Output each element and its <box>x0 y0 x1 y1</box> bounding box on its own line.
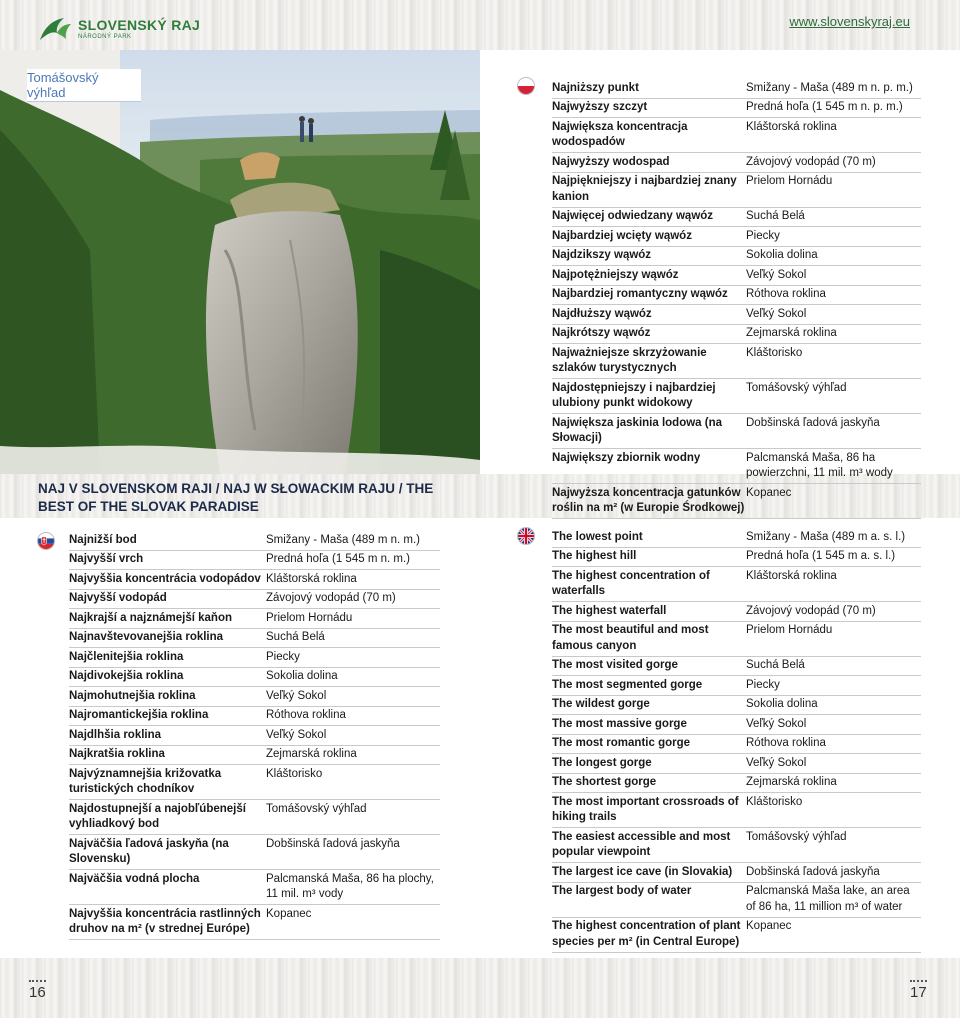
location-value: Dobšinská ľadová jaskyňa <box>746 416 880 429</box>
location-value: Piecky <box>266 650 300 663</box>
superlative-label: Najromantickejšia roklina <box>69 709 209 721</box>
table-row <box>552 173 921 208</box>
table-row <box>69 531 440 551</box>
location-value: Smižany - Maša (489 m a. s. l.) <box>746 530 906 543</box>
logo-subtitle: NÁRODNÝ PARK <box>78 33 132 40</box>
table-row <box>69 590 440 610</box>
location-value: Piecky <box>746 678 780 691</box>
superlative-label: The most beautiful and most famous canyon <box>552 624 709 652</box>
superlative-label: Najpiękniejszy i najbardziej znany kanion <box>552 175 737 203</box>
location-value: Zejmarská roklina <box>266 748 357 760</box>
page-number-left: 16 <box>29 980 46 1001</box>
page-number-right: 17 <box>910 980 927 1001</box>
table-row <box>552 657 921 677</box>
location-value: Tomášovský výhľad <box>266 802 367 815</box>
location-value: Veľký Sokol <box>266 689 327 702</box>
table-row <box>552 528 921 548</box>
location-value: Kláštorská roklina <box>266 572 357 585</box>
location-value: Kláštorisko <box>746 795 803 808</box>
photo-caption: Tomášovský výhľad <box>27 69 141 102</box>
superlative-label: The highest concentration of waterfalls <box>552 569 710 597</box>
superlative-label: The highest concentration of plant species per m² (in Central Europe) <box>552 920 741 948</box>
table-row <box>552 99 921 119</box>
superlative-label: The shortest gorge <box>552 776 657 788</box>
superlative-label: Największy zbiornik wodny <box>552 451 701 464</box>
location-value: Suchá Belá <box>746 659 805 671</box>
website-link[interactable]: www.slovenskyraj.eu <box>789 14 910 29</box>
superlative-label: Najpotężniejszy wąwóz <box>552 268 679 281</box>
superlative-label: Największa jaskinia lodowa (na Słowacji) <box>552 416 723 444</box>
location-value: Kopanec <box>266 907 312 920</box>
location-value: Závojový vodopád (70 m) <box>746 155 876 168</box>
flag-poland-icon <box>518 78 534 94</box>
superlative-label: The longest gorge <box>552 756 652 769</box>
table-row <box>552 118 921 153</box>
table-row <box>552 379 921 414</box>
superlative-label: Najbardziej romantyczny wąwóz <box>552 288 728 300</box>
superlative-label: The most important crossroads of hiking trails <box>552 795 739 823</box>
superlative-label: Najdostępniejszy i najbardziej ulubiony punkt widokowy <box>552 381 716 409</box>
table-row <box>552 715 921 735</box>
location-value: Sokolia dolina <box>746 698 818 710</box>
superlative-label: The largest ice cave (in Slovakia) <box>552 865 733 878</box>
table-row <box>69 765 440 800</box>
table-english <box>552 528 921 953</box>
page-heading: NAJ V SLOVENSKOM RAJI / NAJ W SŁOWACKIM RAJU / THE BEST OF THE SLOVAK PARADISE <box>38 481 434 514</box>
table-row <box>552 344 921 379</box>
table-row <box>69 870 440 905</box>
location-value: Kláštorisko <box>746 346 803 359</box>
table-row <box>69 570 440 590</box>
location-value: Zejmarská roklina <box>746 327 837 339</box>
location-value: Predná hoľa (1 545 m n. m.) <box>266 553 410 565</box>
superlative-label: Najväčšia ľadová jaskyňa (na Slovensku) <box>69 837 229 865</box>
table-row <box>69 726 440 746</box>
table-row <box>69 800 440 835</box>
superlative-label: Najväčšia vodná plocha <box>69 872 200 885</box>
location-value: Kláštorisko <box>266 767 323 780</box>
table-polish <box>552 79 921 519</box>
superlative-label: Najvyšší vodopád <box>69 592 167 604</box>
table-row <box>69 629 440 649</box>
table-slovak <box>69 531 440 940</box>
table-row <box>552 696 921 716</box>
superlative-label: Najniższy punkt <box>552 81 639 94</box>
flag-uk-icon <box>518 528 534 544</box>
superlative-label: Najvyšší vrch <box>69 553 144 565</box>
location-value: Sokolia dolina <box>266 670 338 682</box>
location-value: Smižany - Maša (489 m n. p. m.) <box>746 81 913 94</box>
superlative-label: Najvýznamnejšia križovatka turistických chodníkov <box>69 767 222 795</box>
table-row <box>552 548 921 568</box>
table-row <box>552 754 921 774</box>
superlative-label: Najwyższy szczyt <box>552 101 648 113</box>
location-value: Róthova roklina <box>746 737 826 749</box>
superlative-label: The lowest point <box>552 530 643 543</box>
superlative-label: The easiest accessible and most popular viewpoint <box>552 830 731 858</box>
table-row <box>552 735 921 755</box>
location-value: Dobšinská ľadová jaskyňa <box>746 865 880 878</box>
location-value: Kláštorská roklina <box>746 569 837 582</box>
table-row <box>552 449 921 484</box>
superlative-label: Najdlhšia roklina <box>69 728 162 741</box>
table-row <box>552 266 921 286</box>
location-value: Palcmanská Maša lake, an area of 86 ha, 11 million m³ of water <box>746 885 910 913</box>
table-row <box>69 609 440 629</box>
table-row <box>552 247 921 267</box>
location-value: Palcmanská Maša, 86 ha plochy, 11 mil. m³ vody <box>266 872 434 900</box>
superlative-label: Najnavštevovanejšia roklina <box>69 631 224 643</box>
bottom-wood-banner <box>0 958 960 1018</box>
location-value: Zejmarská roklina <box>746 776 837 788</box>
table-row <box>69 687 440 707</box>
superlative-label: Najkratšia roklina <box>69 748 165 760</box>
superlative-label: Najvyššia koncentrácia vodopádov <box>69 572 261 585</box>
location-value: Predná hoľa (1 545 m n. p. m.) <box>746 101 903 113</box>
table-row <box>552 918 921 953</box>
table-row <box>552 676 921 696</box>
location-value: Kopanec <box>746 486 792 499</box>
location-value: Smižany - Maša (489 m n. m.) <box>266 533 421 546</box>
location-value: Závojový vodopád (70 m) <box>746 604 876 617</box>
location-value: Prielom Hornádu <box>746 175 833 187</box>
table-row <box>69 707 440 727</box>
superlative-label: Największa koncentracja wodospadów <box>552 120 688 148</box>
superlative-label: Najdostupnejší a najobľúbenejší vyhliadkový bod <box>69 802 246 830</box>
superlative-label: Najwyższa koncentracja gatunków roślin na m² (w Europie Środkowej) <box>552 486 745 514</box>
superlative-label: The most massive gorge <box>552 717 687 730</box>
table-row <box>69 835 440 870</box>
location-value: Prielom Hornádu <box>746 624 833 636</box>
superlative-label: Najnižší bod <box>69 533 137 546</box>
location-value: Tomášovský výhľad <box>746 381 847 394</box>
superlative-label: Najwyższy wodospad <box>552 155 670 168</box>
location-value: Veľký Sokol <box>746 268 807 281</box>
table-row <box>69 746 440 766</box>
superlative-label: The highest waterfall <box>552 604 667 617</box>
location-value: Sokolia dolina <box>746 249 818 261</box>
location-value: Kopanec <box>746 920 792 932</box>
location-value: Róthova roklina <box>746 288 826 300</box>
park-logo[interactable] <box>38 12 200 46</box>
table-row <box>552 414 921 449</box>
superlative-label: Najvyššia koncentrácia rastlinných druhov na m² (v strednej Európe) <box>69 907 261 935</box>
table-row <box>552 325 921 345</box>
superlative-label: Najdzikszy wąwóz <box>552 249 652 261</box>
location-value: Suchá Belá <box>266 631 325 643</box>
superlative-label: The wildest gorge <box>552 698 650 710</box>
location-value: Veľký Sokol <box>266 728 327 741</box>
table-row <box>69 551 440 571</box>
table-row <box>552 828 921 863</box>
viewpoint-photo <box>0 50 480 474</box>
location-value: Veľký Sokol <box>746 717 807 730</box>
superlative-label: Najkrótszy wąwóz <box>552 327 651 339</box>
location-value: Suchá Belá <box>746 210 805 222</box>
table-row <box>552 208 921 228</box>
superlative-label: Najdłuższy wąwóz <box>552 307 652 320</box>
table-row <box>552 863 921 883</box>
location-value: Prielom Hornádu <box>266 611 353 624</box>
superlative-label: The most romantic gorge <box>552 737 691 749</box>
superlative-label: Najmohutnejšia roklina <box>69 689 196 702</box>
location-value: Kláštorská roklina <box>746 120 837 133</box>
location-value: Veľký Sokol <box>746 307 807 320</box>
table-row <box>552 227 921 247</box>
superlative-label: The highest hill <box>552 550 637 562</box>
table-row <box>552 484 921 519</box>
table-row <box>552 793 921 828</box>
table-row <box>552 883 921 918</box>
superlative-label: Najkrajší a najznámejší kaňon <box>69 611 232 624</box>
table-row <box>69 905 440 940</box>
superlative-label: Najdivokejšia roklina <box>69 670 184 682</box>
superlative-label: The most visited gorge <box>552 659 678 671</box>
table-row <box>552 305 921 325</box>
location-value: Palcmanská Maša, 86 ha powierzchni, 11 mil. m³ wody <box>746 451 893 479</box>
table-row <box>69 668 440 688</box>
superlative-label: The most segmented gorge <box>552 678 703 691</box>
table-row <box>69 648 440 668</box>
table-row <box>552 602 921 622</box>
location-value: Piecky <box>746 229 780 242</box>
park-logo-icon <box>38 14 72 44</box>
location-value: Róthova roklina <box>266 709 346 721</box>
location-value: Dobšinská ľadová jaskyňa <box>266 837 400 850</box>
location-value: Tomášovský výhľad <box>746 830 847 843</box>
superlative-label: The largest body of water <box>552 885 692 897</box>
logo-title: SLOVENSKÝ RAJ <box>78 16 201 33</box>
table-row <box>552 567 921 602</box>
superlative-label: Najčlenitejšia roklina <box>69 650 184 663</box>
table-row <box>552 286 921 306</box>
superlative-label: Najbardziej wcięty wąwóz <box>552 229 692 242</box>
superlative-label: Najwięcej odwiedzany wąwóz <box>552 210 714 222</box>
table-row <box>552 153 921 173</box>
location-value: Predná hoľa (1 545 m a. s. l.) <box>746 550 896 562</box>
location-value: Závojový vodopád (70 m) <box>266 592 396 604</box>
table-row <box>552 622 921 657</box>
location-value: Veľký Sokol <box>746 756 807 769</box>
flag-slovakia-icon <box>38 533 54 549</box>
superlative-label: Najważniejsze skrzyżowanie szlaków turystycznych <box>552 346 707 374</box>
table-row <box>552 774 921 794</box>
table-row <box>552 79 921 99</box>
